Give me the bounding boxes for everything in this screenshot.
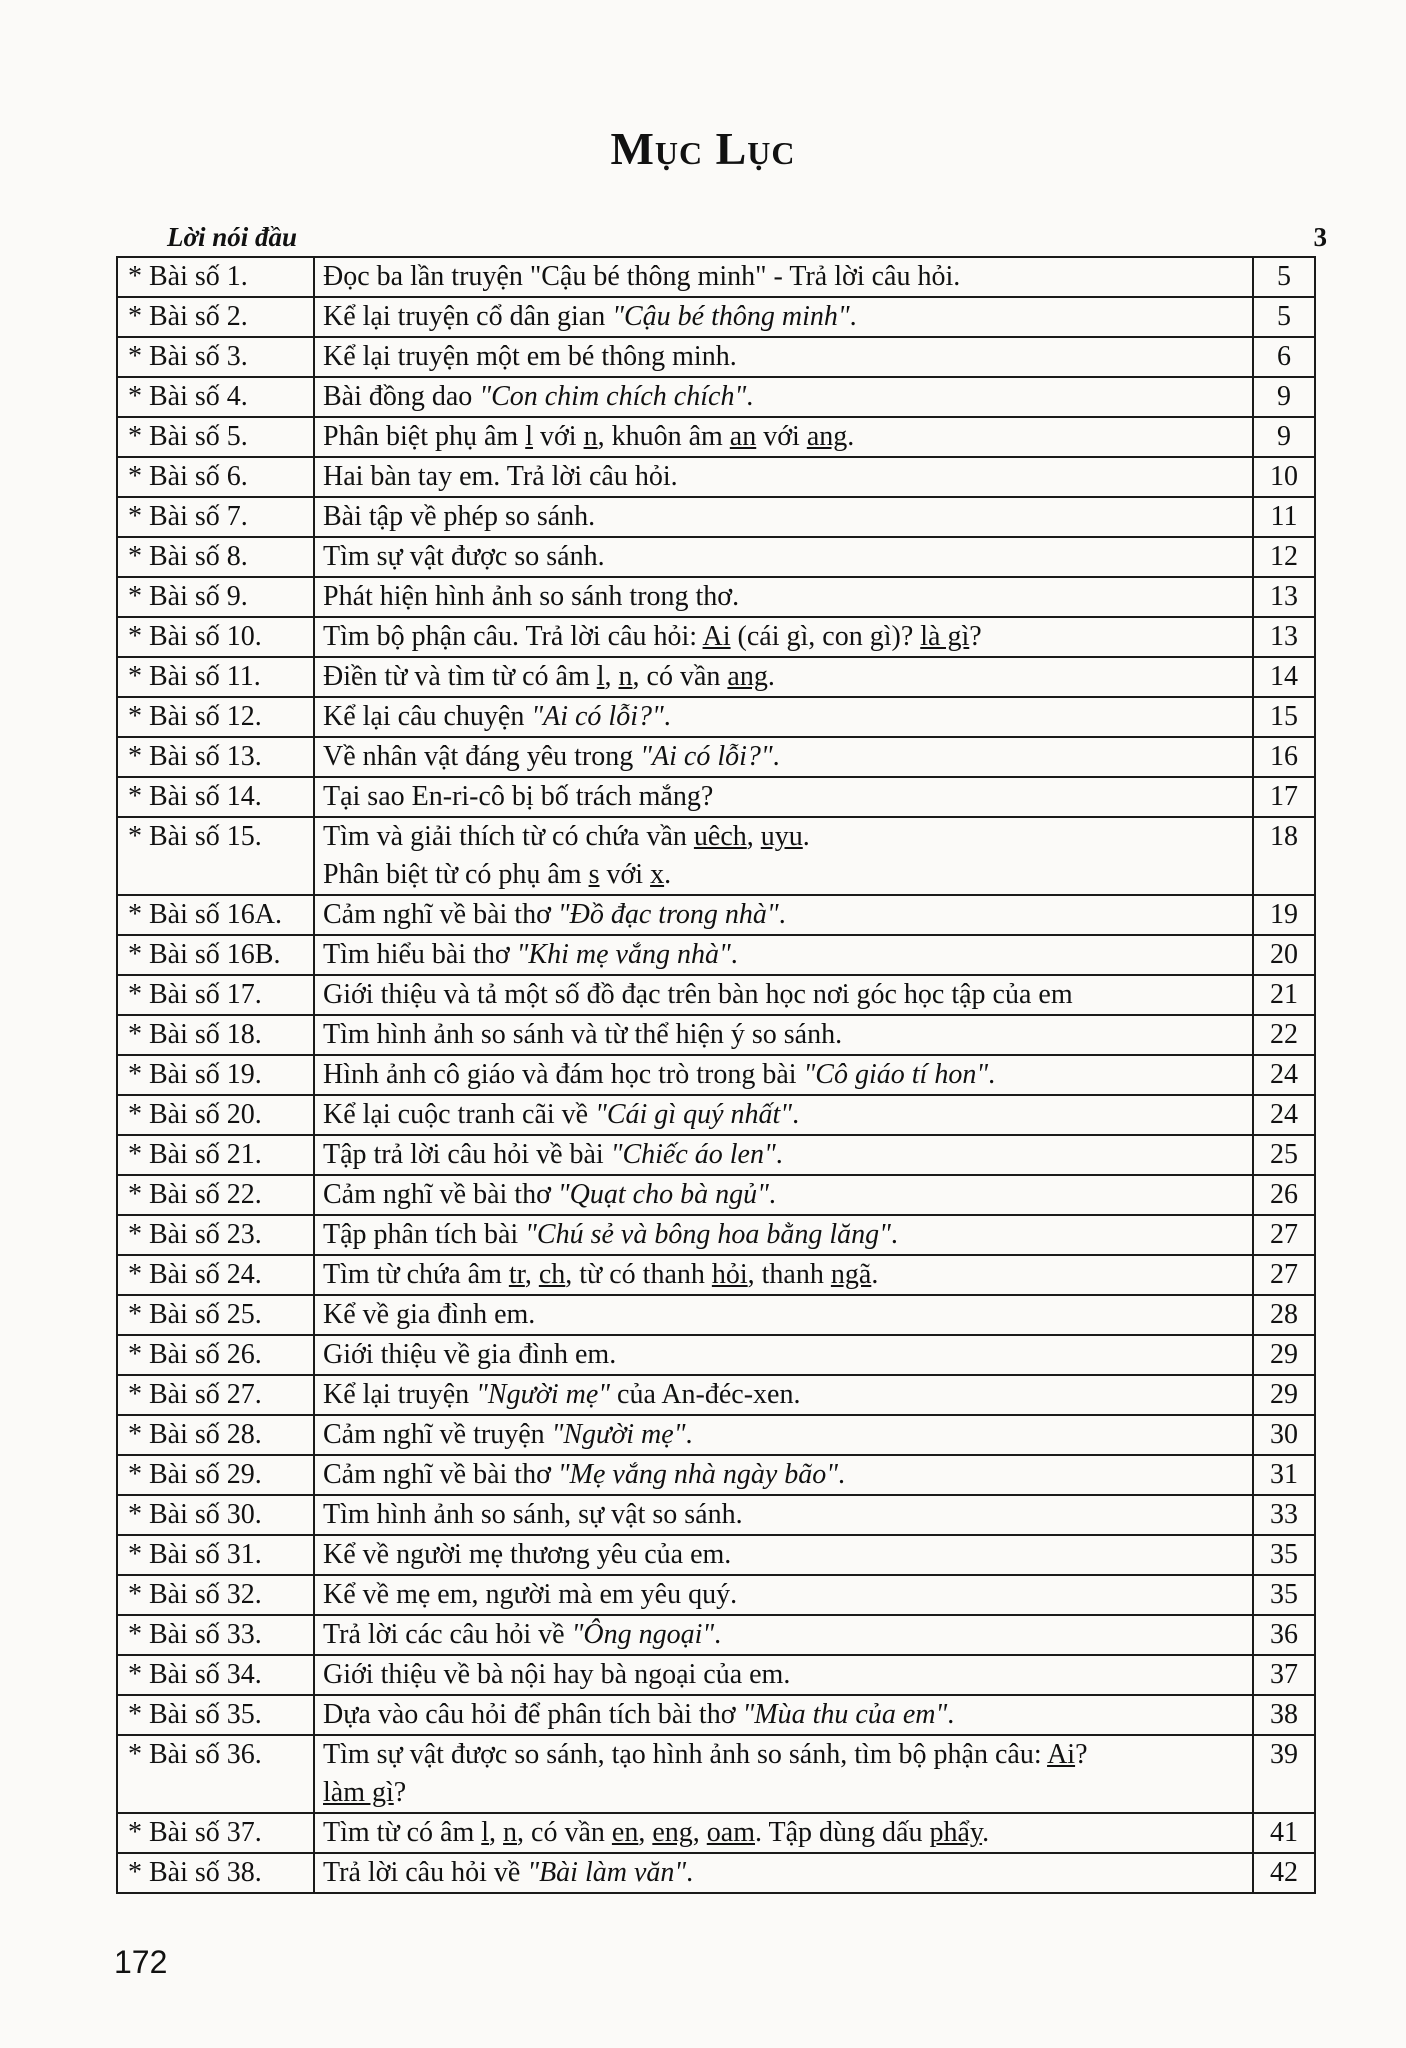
lesson-number: * Bài số 1. <box>117 257 314 297</box>
lesson-title <box>314 737 1253 777</box>
lesson-title-part: Điền từ và tìm từ có âm <box>323 661 597 692</box>
lesson-title <box>314 1535 1253 1575</box>
lesson-number: * Bài số 3. <box>117 337 314 377</box>
lesson-title <box>314 1095 1253 1135</box>
toc-row[interactable] <box>117 1655 1315 1695</box>
toc-row[interactable] <box>117 377 1315 417</box>
lesson-number: * Bài số 26. <box>117 1335 314 1375</box>
lesson-title <box>314 457 1253 497</box>
lesson-number: * Bài số 17. <box>117 975 314 1015</box>
toc-row[interactable] <box>117 497 1315 537</box>
lesson-title-part: . <box>847 421 855 452</box>
lesson-title-part: . <box>664 859 672 890</box>
lesson-title <box>314 417 1253 457</box>
lesson-title-part: , <box>746 821 761 852</box>
lesson-title-part: "Người mẹ" <box>476 1379 611 1410</box>
lesson-title-part: eng <box>652 1817 693 1848</box>
lesson-page: 35 <box>1253 1535 1315 1575</box>
lesson-number: * Bài số 2. <box>117 297 314 337</box>
lesson-page: 19 <box>1253 895 1315 935</box>
lesson-title-part: Hình ảnh cô giáo và đám học trò trong bài <box>323 1059 804 1090</box>
lesson-title-part: Cảm nghĩ về bài thơ <box>323 1179 558 1210</box>
lesson-number: * Bài số 15. <box>117 817 314 895</box>
lesson-number: * Bài số 21. <box>117 1135 314 1175</box>
toc-row[interactable] <box>117 417 1315 457</box>
lesson-title <box>314 657 1253 697</box>
lesson-title-part: ? <box>969 621 982 652</box>
lesson-title-part: tr <box>508 1259 525 1290</box>
toc-row[interactable] <box>117 537 1315 577</box>
lesson-title <box>314 297 1253 337</box>
lesson-page: 28 <box>1253 1295 1315 1335</box>
lesson-title-part: Tìm hình ảnh so sánh và từ thể hiện ý so sánh. <box>323 1019 843 1050</box>
lesson-number: * Bài số 33. <box>117 1615 314 1655</box>
lesson-title <box>314 577 1253 617</box>
lesson-title-part: Tìm sự vật được so sánh, tạo hình ảnh so sánh, tìm bộ phận câu: <box>323 1739 1048 1770</box>
lesson-page: 17 <box>1253 777 1315 817</box>
toc-body <box>117 257 1315 1893</box>
lesson-number: * Bài số 37. <box>117 1813 314 1853</box>
lesson-title-part: . <box>685 1419 693 1450</box>
lesson-title-part: . <box>871 1259 879 1290</box>
lesson-title-part: Kể lại cuộc tranh cãi về <box>323 1099 596 1130</box>
lesson-number: * Bài số 27. <box>117 1375 314 1415</box>
lesson-title <box>314 1813 1253 1853</box>
lesson-number: * Bài số 11. <box>117 657 314 697</box>
lesson-number: * Bài số 7. <box>117 497 314 537</box>
toc-row[interactable] <box>117 817 1315 895</box>
toc-row[interactable] <box>117 257 1315 297</box>
lesson-number: * Bài số 6. <box>117 457 314 497</box>
lesson-page: 13 <box>1253 617 1315 657</box>
lesson-title <box>314 617 1253 657</box>
lesson-title-part: . <box>838 1459 846 1490</box>
lesson-page: 10 <box>1253 457 1315 497</box>
lesson-page: 5 <box>1253 257 1315 297</box>
lesson-title-part: . <box>730 939 738 970</box>
lesson-page: 14 <box>1253 657 1315 697</box>
lesson-title-part: là gì <box>920 621 970 652</box>
lesson-number: * Bài số 4. <box>117 377 314 417</box>
toc-row[interactable] <box>117 457 1315 497</box>
lesson-page: 24 <box>1253 1095 1315 1135</box>
lesson-title <box>314 1615 1253 1655</box>
lesson-title-part: "Cậu bé thông minh" <box>612 301 850 332</box>
toc-row[interactable] <box>117 935 1315 975</box>
lesson-title-part: . <box>775 1139 783 1170</box>
lesson-title-part: Phân biệt từ có phụ âm <box>323 859 589 890</box>
lesson-page: 29 <box>1253 1375 1315 1415</box>
lesson-page: 31 <box>1253 1455 1315 1495</box>
lesson-title <box>314 1375 1253 1415</box>
toc-row[interactable] <box>117 1735 1315 1813</box>
lesson-title <box>314 1735 1253 1813</box>
intro-row[interactable] <box>115 222 1355 252</box>
lesson-page: 29 <box>1253 1335 1315 1375</box>
toc-row[interactable] <box>117 1135 1315 1175</box>
lesson-title-part: Trả lời câu hỏi về <box>323 1857 528 1888</box>
lesson-title-part: Tìm hiểu bài thơ <box>323 939 517 970</box>
toc-row[interactable] <box>117 337 1315 377</box>
lesson-title-part: Giới thiệu về bà nội hay bà ngoại của em. <box>323 1659 791 1690</box>
lesson-title-part: Cảm nghĩ về bài thơ <box>323 1459 558 1490</box>
lesson-title-part: Giới thiệu về gia đình em. <box>323 1339 617 1370</box>
lesson-title-part: , thanh <box>747 1259 831 1290</box>
lesson-title <box>314 777 1253 817</box>
lesson-title-part: . <box>792 1099 800 1130</box>
lesson-title-part: của An-đéc-xen. <box>610 1379 801 1410</box>
lesson-title-part: . <box>772 741 780 772</box>
lesson-title-part: Tìm bộ phận câu. Trả lời câu hỏi: <box>323 621 703 652</box>
lesson-title <box>314 497 1253 537</box>
lesson-page: 13 <box>1253 577 1315 617</box>
lesson-page: 27 <box>1253 1215 1315 1255</box>
toc-row[interactable] <box>117 697 1315 737</box>
lesson-title <box>314 1295 1253 1335</box>
toc-row[interactable] <box>117 737 1315 777</box>
lesson-title-part: "Con chim chích chích" <box>479 381 747 412</box>
lesson-page: 9 <box>1253 377 1315 417</box>
lesson-title-part: (cái gì, con gì)? <box>730 621 921 652</box>
toc-row[interactable] <box>117 1295 1315 1335</box>
toc-row[interactable] <box>117 1695 1315 1735</box>
lesson-number: * Bài số 19. <box>117 1055 314 1095</box>
lesson-title <box>314 377 1253 417</box>
lesson-title-part: Đọc ba lần truyện "Cậu bé thông minh" - Trả lời câu hỏi. <box>323 261 961 292</box>
lesson-title-part: Ai <box>1047 1739 1076 1770</box>
lesson-number: * Bài số 16B. <box>117 935 314 975</box>
lesson-title-part: "Khi mẹ vắng nhà" <box>516 939 731 970</box>
lesson-title-part: "Người mẹ" <box>551 1419 686 1450</box>
toc-row[interactable] <box>117 657 1315 697</box>
lesson-title-part: Kể lại truyện một em bé thông minh. <box>323 341 737 372</box>
toc-row[interactable] <box>117 895 1315 935</box>
toc-row[interactable] <box>117 1015 1315 1055</box>
lesson-title-part: . Tập dùng dấu <box>755 1817 930 1848</box>
lesson-title-part: . <box>947 1699 955 1730</box>
lesson-title <box>314 1335 1253 1375</box>
lesson-title-part: Cảm nghĩ về truyện <box>323 1419 552 1450</box>
lesson-title <box>314 935 1253 975</box>
lesson-page: 6 <box>1253 337 1315 377</box>
lesson-title-part: Phân biệt phụ âm <box>323 421 526 452</box>
lesson-title <box>314 1255 1253 1295</box>
page-title: Mục Lục <box>610 123 796 174</box>
lesson-page: 37 <box>1253 1655 1315 1695</box>
lesson-number: * Bài số 31. <box>117 1535 314 1575</box>
lesson-page: 42 <box>1253 1853 1315 1893</box>
lesson-number: * Bài số 32. <box>117 1575 314 1615</box>
lesson-number: * Bài số 24. <box>117 1255 314 1295</box>
lesson-title-part: , từ có thanh <box>565 1259 712 1290</box>
lesson-page: 38 <box>1253 1695 1315 1735</box>
lesson-title-part: l <box>481 1817 490 1848</box>
lesson-title-part: Về nhân vật đáng yêu trong <box>323 741 641 772</box>
lesson-title-part: Dựa vào câu hỏi để phân tích bài thơ <box>323 1699 743 1730</box>
lesson-title-part: Tìm sự vật được so sánh. <box>323 541 605 572</box>
lesson-title-part: Phát hiện hình ảnh so sánh trong thơ. <box>323 581 740 612</box>
lesson-title-part: Tìm hình ảnh so sánh, sự vật so sánh. <box>323 1499 743 1530</box>
lesson-title-part: . <box>802 821 810 852</box>
lesson-title-part: uyu <box>760 821 803 852</box>
toc-row[interactable] <box>117 1615 1315 1655</box>
lesson-title-part: Giới thiệu và tả một số đồ đạc trên bàn học nơi góc học tập của em <box>323 979 1073 1010</box>
lesson-title-part: Bài tập về phép so sánh. <box>323 501 596 532</box>
lesson-title-part: l <box>525 421 533 452</box>
lesson-title <box>314 257 1253 297</box>
toc-row[interactable] <box>117 1175 1315 1215</box>
lesson-page: 15 <box>1253 697 1315 737</box>
lesson-page: 41 <box>1253 1813 1315 1853</box>
lesson-page: 12 <box>1253 537 1315 577</box>
lesson-title-part: "Chiếc áo len" <box>610 1139 776 1170</box>
lesson-page: 25 <box>1253 1135 1315 1175</box>
lesson-title-part: "Chú sẻ và bông hoa bằng lăng" <box>525 1219 891 1250</box>
lesson-title-part: Kể lại truyện <box>323 1379 477 1410</box>
lesson-number: * Bài số 35. <box>117 1695 314 1735</box>
lesson-title <box>314 1495 1253 1535</box>
lesson-number: * Bài số 18. <box>117 1015 314 1055</box>
lesson-title-part: "Bài làm văn" <box>527 1857 687 1888</box>
lesson-title-part: . <box>767 661 775 692</box>
toc-row[interactable] <box>117 1055 1315 1095</box>
lesson-number: * Bài số 34. <box>117 1655 314 1695</box>
lesson-title-part: , có vần <box>632 661 728 692</box>
lesson-page: 11 <box>1253 497 1315 537</box>
lesson-title-part: , khuôn âm <box>597 421 730 452</box>
lesson-title-part: ch <box>538 1259 566 1290</box>
lesson-title-part: hỏi <box>711 1259 748 1290</box>
lesson-title-part: Cảm nghĩ về bài thơ <box>323 899 558 930</box>
lesson-title-part: Kể lại câu chuyện <box>323 701 532 732</box>
toc-row[interactable] <box>117 1095 1315 1135</box>
lesson-title-part: với <box>599 859 651 890</box>
lesson-title <box>314 697 1253 737</box>
lesson-title-part: "Quạt cho bà ngủ" <box>557 1179 769 1210</box>
lesson-title <box>314 1135 1253 1175</box>
lesson-title-part: s <box>588 859 600 890</box>
lesson-page: 30 <box>1253 1415 1315 1455</box>
lesson-title-part: với <box>532 421 584 452</box>
lesson-title-part: . <box>686 1857 694 1888</box>
lesson-page: 36 <box>1253 1615 1315 1655</box>
lesson-title <box>314 817 1253 895</box>
toc-row[interactable] <box>117 1255 1315 1295</box>
lesson-title-part: Tập phân tích bài <box>323 1219 526 1250</box>
lesson-page: 16 <box>1253 737 1315 777</box>
lesson-page: 20 <box>1253 935 1315 975</box>
lesson-title-part: . <box>778 899 786 930</box>
lesson-title <box>314 1175 1253 1215</box>
lesson-number: * Bài số 12. <box>117 697 314 737</box>
lesson-number: * Bài số 23. <box>117 1215 314 1255</box>
toc-row[interactable] <box>117 777 1315 817</box>
lesson-title-part: l <box>596 661 605 692</box>
lesson-title <box>314 1853 1253 1893</box>
lesson-title-part: , có vần <box>517 1817 612 1848</box>
lesson-page: 33 <box>1253 1495 1315 1535</box>
toc-table <box>116 256 1316 1894</box>
lesson-title-part: "Mùa thu của em" <box>742 1699 948 1730</box>
lesson-page: 22 <box>1253 1015 1315 1055</box>
lesson-number: * Bài số 36. <box>117 1735 314 1813</box>
lesson-number: * Bài số 8. <box>117 537 314 577</box>
lesson-title-part: ? <box>393 1777 407 1808</box>
lesson-title-part: x <box>650 859 665 890</box>
lesson-title-part: n <box>618 661 633 692</box>
lesson-title-part: Kể về mẹ em, người mà em yêu quý. <box>323 1579 738 1610</box>
lesson-title-part: Tại sao En-ri-cô bị bố trách mắng? <box>323 781 714 812</box>
lesson-page: 35 <box>1253 1575 1315 1615</box>
lesson-page: 39 <box>1253 1735 1315 1813</box>
lesson-number: * Bài số 30. <box>117 1495 314 1535</box>
lesson-number: * Bài số 16A. <box>117 895 314 935</box>
lesson-title-part: an <box>729 421 757 452</box>
lesson-number: * Bài số 28. <box>117 1415 314 1455</box>
lesson-title-part: Tìm từ có âm <box>323 1817 482 1848</box>
lesson-title-part: Tìm và giải thích từ có chứa vần <box>323 821 694 852</box>
intro-label: Lời nói đầu <box>167 222 298 252</box>
lesson-title-part: ang <box>806 421 848 452</box>
toc-row[interactable] <box>117 1215 1315 1255</box>
toc-row[interactable] <box>117 1455 1315 1495</box>
lesson-title-part: "Ông ngoại" <box>571 1619 715 1650</box>
lesson-title <box>314 1575 1253 1615</box>
toc-row[interactable] <box>117 577 1315 617</box>
lesson-title-part: . <box>768 1179 776 1210</box>
lesson-title-part: Kể về người mẹ thương yêu của em. <box>323 1539 732 1570</box>
lesson-title-part: ? <box>1075 1739 1088 1770</box>
lesson-title-part: ang <box>727 661 768 692</box>
lesson-title-part: . <box>988 1059 996 1090</box>
lesson-title-part: Bài đồng dao <box>323 381 480 412</box>
toc-row[interactable] <box>117 1853 1315 1893</box>
lesson-title-part: "Ai có lỗi?" <box>640 741 773 772</box>
toc-row[interactable] <box>117 297 1315 337</box>
lesson-page: 18 <box>1253 817 1315 895</box>
lesson-title-part: "Đồ đạc trong nhà" <box>557 899 779 930</box>
lesson-page: 26 <box>1253 1175 1315 1215</box>
lesson-page: 24 <box>1253 1055 1315 1095</box>
lesson-title-part: Tập trả lời câu hỏi về bài <box>323 1139 611 1170</box>
toc-row[interactable] <box>117 1575 1315 1615</box>
lesson-title-part: , <box>524 1259 539 1290</box>
lesson-title-part: Kể về gia đình em. <box>323 1299 536 1330</box>
lesson-title-part: , <box>692 1817 707 1848</box>
lesson-title-part: . <box>714 1619 722 1650</box>
lesson-title <box>314 895 1253 935</box>
lesson-title <box>314 975 1253 1015</box>
lesson-title <box>314 1695 1253 1735</box>
lesson-title-part: uêch <box>693 821 747 852</box>
lesson-title <box>314 1455 1253 1495</box>
lesson-title-part: . <box>663 701 671 732</box>
lesson-title <box>314 537 1253 577</box>
lesson-title-part: , <box>489 1817 504 1848</box>
lesson-title <box>314 337 1253 377</box>
lesson-title-part: Ai <box>702 621 731 652</box>
lesson-page: 5 <box>1253 297 1315 337</box>
lesson-title-part: n <box>583 421 598 452</box>
lesson-number: * Bài số 38. <box>117 1853 314 1893</box>
lesson-title-part: với <box>756 421 807 452</box>
toc-row[interactable] <box>117 1335 1315 1375</box>
lesson-page: 9 <box>1253 417 1315 457</box>
lesson-title-part: . <box>890 1219 898 1250</box>
lesson-title-part: Trả lời các câu hỏi về <box>323 1619 572 1650</box>
lesson-title-part: Kể lại truyện cổ dân gian <box>323 301 613 332</box>
lesson-title-part: "Cô giáo tí hon" <box>803 1059 989 1090</box>
toc-row[interactable] <box>117 617 1315 657</box>
toc-row[interactable] <box>117 1495 1315 1535</box>
lesson-title <box>314 1655 1253 1695</box>
lesson-title <box>314 1215 1253 1255</box>
lesson-page: 27 <box>1253 1255 1315 1295</box>
lesson-title-part: Hai bàn tay em. Trả lời câu hỏi. <box>323 461 678 492</box>
lesson-title <box>314 1055 1253 1095</box>
lesson-title-part: . <box>746 381 754 412</box>
intro-page: 3 <box>1313 222 1327 252</box>
lesson-page: 21 <box>1253 975 1315 1015</box>
lesson-title-part: n <box>503 1817 518 1848</box>
lesson-number: * Bài số 14. <box>117 777 314 817</box>
lesson-title-part: làm gì <box>323 1777 394 1808</box>
lesson-number: * Bài số 25. <box>117 1295 314 1335</box>
lesson-number: * Bài số 5. <box>117 417 314 457</box>
lesson-title <box>314 1015 1253 1055</box>
page-number: 172 <box>114 1944 168 1980</box>
lesson-title-part: , <box>604 661 619 692</box>
lesson-title-part: "Cái gì quý nhất" <box>595 1099 793 1130</box>
lesson-title-part: . <box>849 301 857 332</box>
lesson-number: * Bài số 20. <box>117 1095 314 1135</box>
lesson-title-part: en <box>611 1817 639 1848</box>
lesson-title-part: oam <box>706 1817 755 1848</box>
lesson-title-part: ngã <box>830 1259 872 1290</box>
lesson-number: * Bài số 13. <box>117 737 314 777</box>
toc-row[interactable] <box>117 1535 1315 1575</box>
lesson-title <box>314 1415 1253 1455</box>
lesson-title-part: "Mẹ vắng nhà ngày bão" <box>557 1459 839 1490</box>
toc-row[interactable] <box>117 975 1315 1015</box>
lesson-title-part: "Ai có lỗi?" <box>531 701 664 732</box>
lesson-title-part: phẩy <box>929 1817 983 1848</box>
toc-row[interactable] <box>117 1375 1315 1415</box>
toc-row[interactable] <box>117 1813 1315 1853</box>
lesson-title-part: . <box>982 1817 990 1848</box>
lesson-title-part: , <box>638 1817 653 1848</box>
toc-row[interactable] <box>117 1415 1315 1455</box>
lesson-number: * Bài số 9. <box>117 577 314 617</box>
lesson-number: * Bài số 22. <box>117 1175 314 1215</box>
lesson-number: * Bài số 29. <box>117 1455 314 1495</box>
lesson-title-part: Tìm từ chứa âm <box>323 1259 509 1290</box>
lesson-number: * Bài số 10. <box>117 617 314 657</box>
